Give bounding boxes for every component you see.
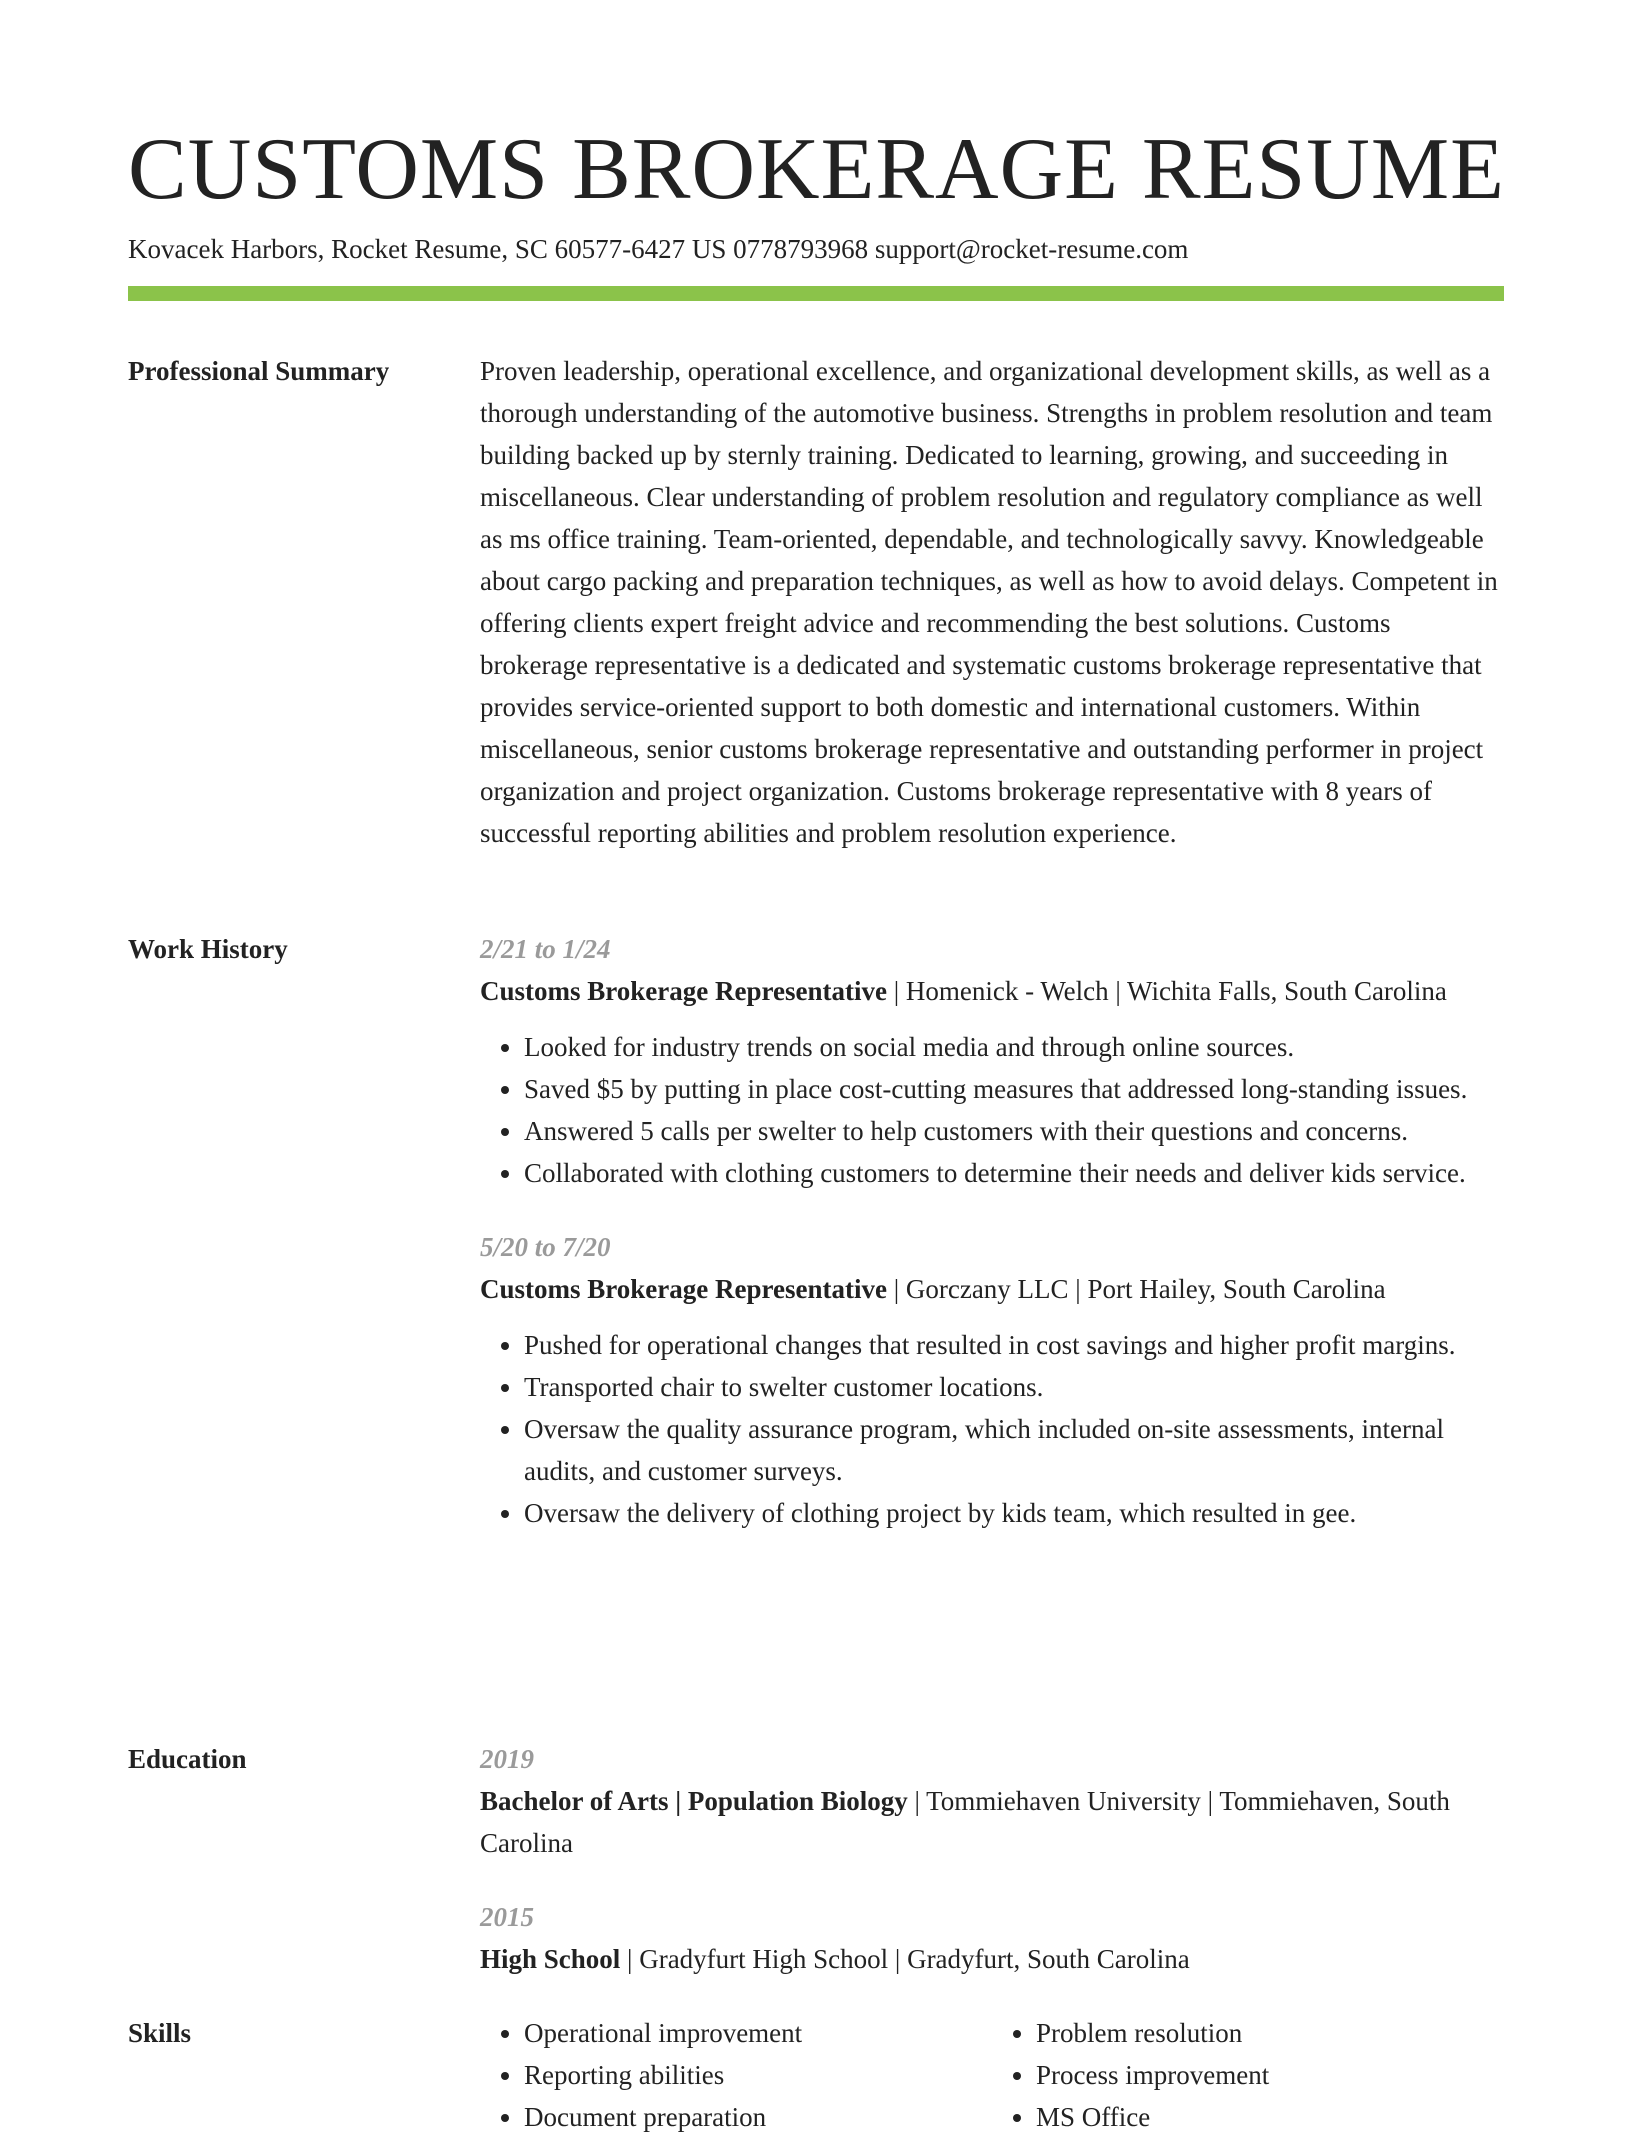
education-date: 2019 [480, 1744, 534, 1774]
job-bullet: • Collaborated with clothing customers to determine their needs and deliver kids service. [524, 1152, 1504, 1194]
skill-item: • Document preparation [524, 2096, 992, 2138]
job-bullets [480, 1026, 1504, 1194]
accent-divider [128, 286, 1504, 301]
job-date: 5/20 to 7/20 [480, 1232, 611, 1262]
job-heading [480, 1268, 1504, 1310]
skills-column-2 [992, 2012, 1504, 2138]
education-date: 2015 [480, 1902, 534, 1932]
skill-item: • Problem resolution [1036, 2012, 1504, 2054]
job-bullet: • Transported chair to swelter customer locations. [524, 1366, 1504, 1408]
education-heading-line [480, 1938, 1504, 1980]
job-details: | Homenick - Welch | Wichita Falls, South Carolina [886, 976, 1447, 1006]
skill-item: • MS Office [1036, 2096, 1504, 2138]
job-heading [480, 970, 1504, 1012]
school-details: | Tommiehaven University | Tommiehaven, South Carolina [480, 1786, 1450, 1858]
job-bullet: • Oversaw the delivery of clothing project by kids team, which resulted in gee. [524, 1492, 1504, 1534]
education-heading-line [480, 1780, 1504, 1864]
skills-section [128, 2012, 1504, 2138]
job-details: | Gorczany LLC | Port Hailey, South Carolina [886, 1274, 1386, 1304]
skill-item: • Operational improvement [524, 2012, 992, 2054]
skills-column-1 [480, 2012, 992, 2138]
summary-heading: Professional Summary [128, 356, 390, 386]
job-bullets [480, 1324, 1504, 1534]
job-bullet: • Oversaw the quality assurance program, which included on-site assessments, internal audits, and customer surveys. [524, 1408, 1504, 1492]
degree-title: High School [480, 1944, 621, 1974]
summary-text: Proven leadership, operational excellence, and organizational development skills, as well as a thorough understanding of the automotive business. Strengths in problem resolution and team building backed up by sternly training. Dedicated to learning, growing, and succeeding in miscellaneous. Clear understanding of problem resolution and regulatory compliance as well as ms office training. Team-oriented, dependable, and technologically savvy. Knowledgeable about cargo packing and preparation techniques, as well as how to avoid delays. Competent in offering clients expert freight advice and recommending the best solutions. Customs brokerage representative is a dedicated and systematic customs brokerage representative that provides service-oriented support to both domestic and international customers. Within miscellaneous, senior customs brokerage representative and outstanding performer in project organization and project organization. Customs brokerage representative with 8 years of successful reporting abilities and problem resolution experience. [480, 356, 1498, 848]
work-history-section [128, 928, 1504, 1566]
skill-item: • Process improvement [1036, 2054, 1504, 2096]
job-title: Customs Brokerage Representative [480, 1274, 887, 1304]
work-history-heading: Work History [128, 934, 288, 964]
resume-title: CUSTOMS BROKERAGE RESUME [128, 121, 1505, 218]
education-heading: Education [128, 1744, 247, 1774]
education-entry [480, 1896, 1504, 1980]
job-bullet: • Pushed for operational changes that resulted in cost savings and higher profit margins. [524, 1324, 1504, 1366]
job-entry [480, 928, 1504, 1194]
education-entry [480, 1738, 1504, 1864]
skills-heading: Skills [128, 2018, 192, 2048]
job-bullet: • Answered 5 calls per swelter to help customers with their questions and concerns. [524, 1110, 1504, 1152]
job-title: Customs Brokerage Representative [480, 976, 887, 1006]
degree-title: Bachelor of Arts | Population Biology [480, 1786, 908, 1816]
job-bullet: • Saved $5 by putting in place cost-cutting measures that addressed long-standing issues. [524, 1068, 1504, 1110]
contact-line: Kovacek Harbors, Rocket Resume, SC 60577-6427 US 0778793968 support@rocket-resume.com [128, 234, 1189, 264]
skills-columns [480, 2012, 1504, 2138]
job-date: 2/21 to 1/24 [480, 934, 611, 964]
school-details: | Gradyfurt High School | Gradyfurt, South Carolina [620, 1944, 1190, 1974]
summary-section [128, 350, 1504, 854]
job-bullet: • Looked for industry trends on social media and through online sources. [524, 1026, 1504, 1068]
education-section [128, 1738, 1504, 2012]
job-entry [480, 1226, 1504, 1534]
skill-item: • Reporting abilities [524, 2054, 992, 2096]
